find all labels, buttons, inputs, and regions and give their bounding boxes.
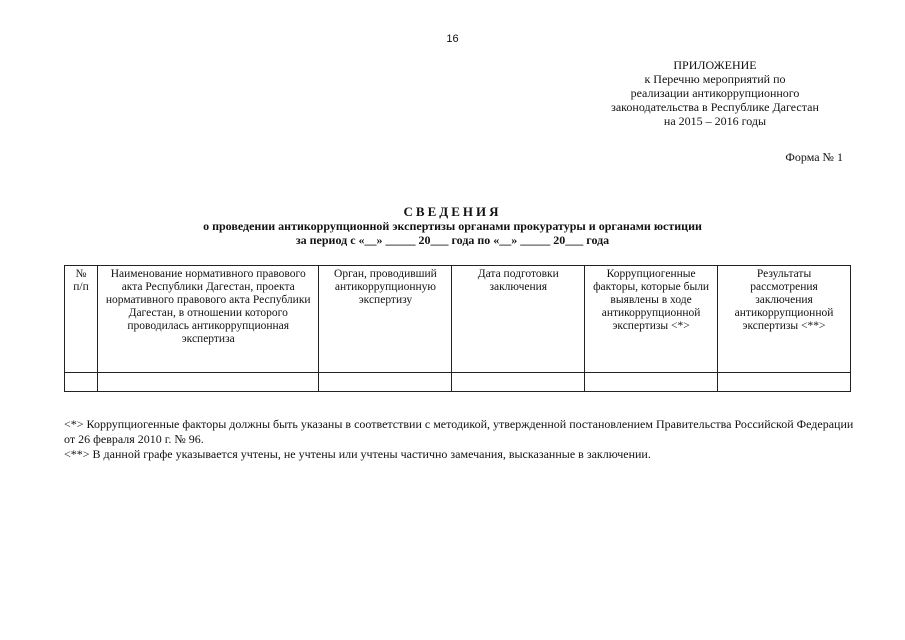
appendix-block [580,58,850,128]
table-cell [452,373,585,392]
table-cell [319,373,452,392]
appendix-line: к Перечню мероприятий по [644,72,786,86]
heading-title: СВЕДЕНИЯ [403,204,502,219]
page-number: 16 [446,33,459,45]
header-act-name: Наименование нормативного правового акта Республики Дагестан, проекта нормативного правового акта Республики Дагестан, в отношении которого проводилась антикоррупционная экспертиза [97,266,319,373]
footnote-1: <*> Коррупциогенные факторы должны быть указаны в соответствии с методикой, утвержденной постановлением Правительства Российской Федерации от 26 февраля 2010 г. № 96. [64,417,854,446]
table-row [65,373,851,392]
report-table [64,265,851,392]
heading-subtitle: о проведении антикоррупционной экспертизы органами прокуратуры и органами юстиции [203,219,702,233]
heading-period: за период с «__» _____ 20___ года по «__» _____ 20___ года [295,233,610,247]
appendix-line: реализации антикоррупционного [630,86,800,100]
form-label: Форма № 1 [785,150,843,164]
footnotes [64,417,854,462]
table-header-row [65,266,851,373]
header-factors: Коррупциогенные факторы, которые были выявлены в ходе антикоррупционной экспертизы <*> [585,266,718,373]
table-cell [585,373,718,392]
appendix-line: законодательства в Республике Дагестан [611,100,819,114]
header-results: Результаты рассмотрения заключения антикоррупционной экспертизы <**> [718,266,851,373]
table-cell [718,373,851,392]
header-date: Дата подготовки заключения [452,266,585,373]
appendix-line: на 2015 – 2016 годы [663,114,767,128]
footnote-2: <**> В данной графе указывается учтены, не учтены или учтены частично замечания, высказанные в заключении. [64,447,651,461]
document-heading [170,205,735,247]
table-cell [65,373,98,392]
header-number: № п/п [65,266,98,373]
header-authority: Орган, проводивший антикоррупционную экспертизу [319,266,452,373]
appendix-title: ПРИЛОЖЕНИЕ [673,58,757,72]
table-cell [97,373,319,392]
